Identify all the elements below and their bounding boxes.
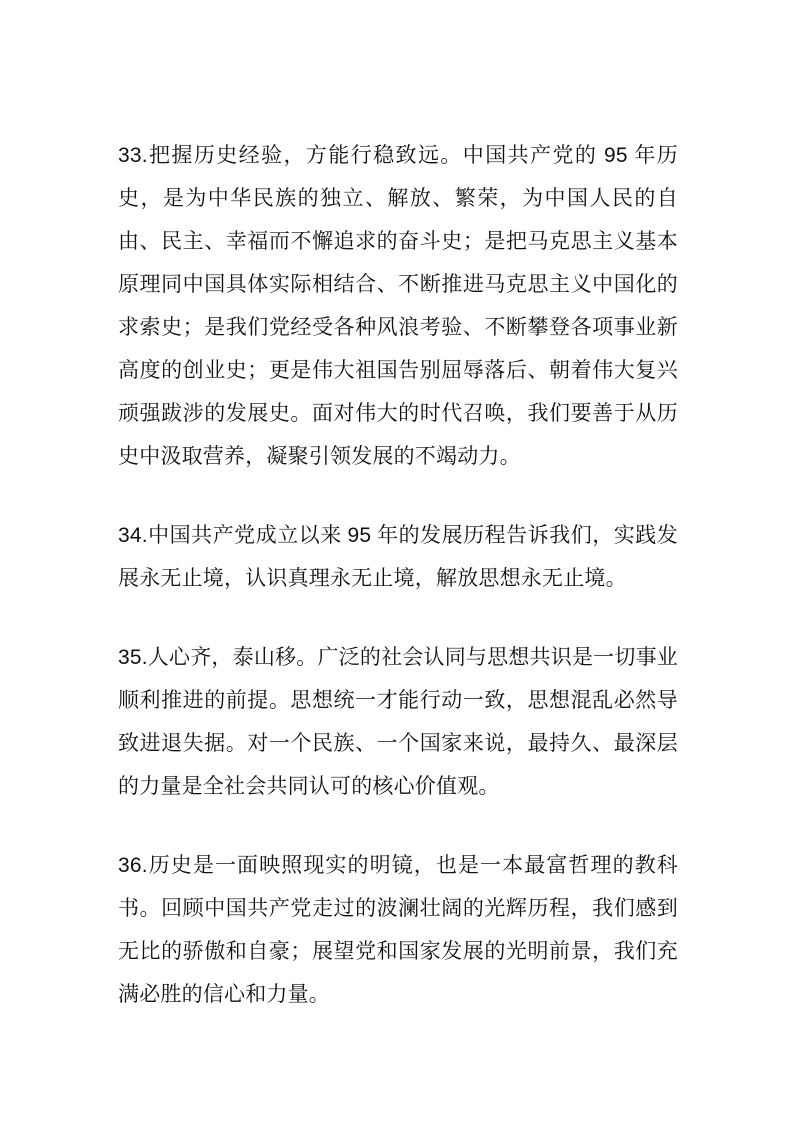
cjk-run: 年的发展历程告诉我们，实践发展永无止境，认识真理永无止境，解放思想永无止境。: [118, 523, 679, 590]
paragraph-36: [118, 844, 678, 1016]
latin-run: 33.: [118, 144, 148, 167]
latin-run: 95: [603, 144, 628, 167]
latin-run: 35.: [118, 646, 148, 669]
latin-run: 95: [347, 524, 372, 547]
latin-run: 34.: [118, 524, 148, 547]
cjk-run: 历史是一面映照现实的明镜，也是一本最富哲理的教科书。回顾中国共产党走过的波澜壮阔的光辉历程，我们感到无比的骄傲和自豪；展望党和国家发展的光明前景，我们充满必胜的信心和力量。: [118, 853, 678, 1006]
paragraph-34: [118, 514, 678, 600]
paragraph-35: [118, 636, 678, 808]
cjk-run: 把握历史经验，方能行稳致远。中国共产党的: [147, 143, 604, 167]
cjk-run: 中国共产党成立以来: [147, 523, 348, 547]
latin-run: 36.: [118, 854, 148, 877]
document-body: [118, 134, 678, 1016]
cjk-run: 年历史，是为中华民族的独立、解放、繁荣，为中国人民的自由、民主、幸福而不懈追求的奋斗史；是把马克思主义基本原理同中国具体实际相结合、不断推进马克思主义中国化的求索史；是我们党经受各种风浪考验、不断攀登各项事业新高度的创业史；更是伟大祖国告别屈辱落后、朝着伟大复兴顽强跋涉的发展史。面对伟大的时代召唤，我们要善于从历史中汲取营养，凝聚引领发展的不竭动力。: [118, 143, 678, 468]
cjk-run: 人心齐，泰山移。广泛的社会认同与思想共识是一切事业顺利推进的前提。思想统一才能行动一致，思想混乱必然导致进退失据。对一个民族、一个国家来说，最持久、最深层的力量是全社会共同认可的核心价值观。: [118, 645, 678, 798]
paragraph-33: [118, 134, 678, 478]
